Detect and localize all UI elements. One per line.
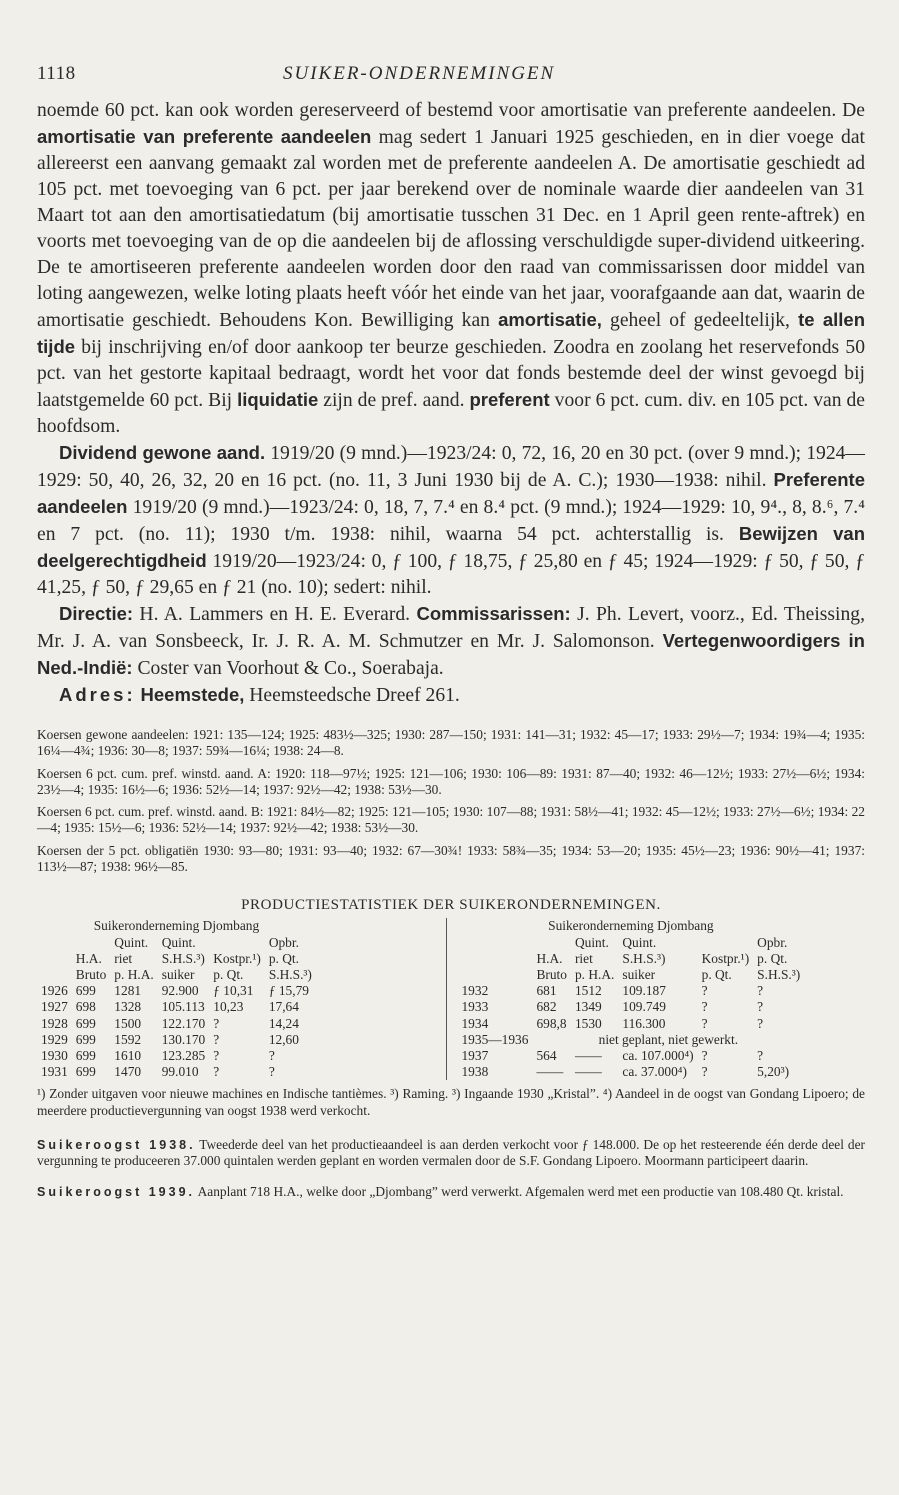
paragraph-address — [37, 682, 865, 709]
table-cell: —— — [574, 1064, 602, 1080]
text-run: Heemsteedsche Dreef 261. — [244, 685, 460, 706]
table-cell: 17,64 — [268, 999, 299, 1015]
table-footnotes — [37, 1086, 865, 1119]
harvest-text: Aanplant 718 H.A., welke door „Djombang” werd verwerkt. Afgemalen werd met een productie van 108.480 Qt. kristal. — [195, 1183, 844, 1199]
table-cell: 1935—1936 — [461, 1031, 529, 1047]
table-cell: 1927 — [41, 999, 68, 1015]
table-row — [457, 1048, 804, 1064]
bold-run: Vertegenwoordigers in Ned.-Indië: — [37, 630, 865, 678]
text-run: Coster van Voorhout & Co., Soerabaja. — [132, 658, 444, 679]
table-cell: 109.187 — [622, 983, 666, 999]
table-cell: 130.170 — [161, 1031, 206, 1047]
paragraph-amortisation — [37, 98, 865, 440]
harvest-1938 — [37, 1137, 865, 1170]
running-title: SUIKER-ONDERNEMINGEN — [283, 63, 556, 84]
harvest-notes — [37, 1137, 865, 1200]
table-cell: ? — [757, 1048, 764, 1063]
table-row — [37, 1048, 316, 1064]
table-cell: 1933 — [461, 999, 489, 1015]
bold-run: preferent — [469, 389, 550, 410]
table-cell: 1932 — [461, 983, 489, 999]
text-run: zijn de pref. aand. — [318, 390, 470, 411]
table-header-row: Bruto p. H.A. suiker p. Qt. S.H.S.³) — [536, 966, 801, 982]
table-cell: ? — [268, 1064, 275, 1080]
bold-run: Commissarissen: — [416, 603, 571, 624]
table-header-row: Quint. Quint. Opbr. — [574, 934, 788, 950]
price-quotations — [37, 727, 865, 875]
footnote-text: ¹) Zonder uitgaven voor nieuwe machines en Indische tantièmes. ³) Raming. ³) Ingaande 1930 „Kristal”. ⁴) Aandeel in de oogst van Gondang Lipoero; de meerdere productievergunning van oogst 1938 werd verkocht. — [37, 1086, 865, 1118]
table-cell: 1281 — [114, 983, 142, 999]
table-cell: ? — [757, 999, 764, 1015]
table-cell: 1512 — [574, 983, 602, 999]
table-row — [37, 1032, 316, 1048]
table-cell: 1592 — [114, 1031, 142, 1047]
table-header-row: H.A. riet S.H.S.³) Kostpr.¹) p. Qt. — [536, 950, 788, 966]
table-cell: 681 — [536, 983, 557, 999]
text-run: mag sedert 1 Januari 1925 geschieden, en in dier voege dat allereerst een aanvang gemaakt zal worden met de preferente aandeelen A. De amortisatie geschiedt ad 105 pct. met toevoeging van 6 pct. per jaar berekend over de nominale waarde dier aandeelen van 31 Maart tot aan den amortisatiedatum (bij amortisatie tusschen 31 Dec. en 1 April geen rente-aftrek) en voorts met toevoeging van de op die aandeelen bij de aflossing verschuldigde super-dividend uitkeering. De te amortiseeren preferente aandeelen worden door den raad van commissarissen door middel van loting aangewezen, welke loting plaats heeft vóór het einde van het jaar, voorafgaande aan dat, waarin de amortisatie geschiedt. Behoudens Kon. Bewilliging kan — [37, 127, 865, 331]
production-table-right — [447, 918, 865, 1080]
quote-ordinary-shares: Koersen gewone aandeelen: 1921: 135—124; 1925: 483½—325; 1930: 287—150; 1931: 141—31; 1932: 45—17; 1933: 29½—7; 1934: 19¾—4; 1935: 16¼—4¾; 1936: 30—8; 1937: 59¾—16¼; 1938: 24—8. — [37, 727, 865, 759]
table-row — [37, 1016, 316, 1032]
table-cell: 1931 — [41, 1064, 68, 1080]
bold-run: Heemstede, — [140, 684, 245, 705]
bold-run: liquidatie — [237, 389, 319, 410]
text-run: bij inschrijving en/of door aankoop ter beurze geschieden. Zoodra en zoolang het reservefonds 50 pct. van het gestorte kapitaal bedraagt, wordt het voor dat fonds bestemde deel der winst gevoegd bij laatstgemelde 60 pct. Bij — [37, 337, 865, 411]
table-cell: 1610 — [114, 1048, 142, 1063]
table-cell: 699 — [75, 1031, 96, 1047]
table-cell: 698,8 — [536, 1015, 567, 1031]
table-cell: 1328 — [114, 999, 142, 1015]
harvest-1939 — [37, 1184, 865, 1200]
production-title: PRODUCTIESTATISTIEK DER SUIKERONDERNEMINGEN. — [241, 897, 661, 914]
table-cell: ? — [701, 1048, 708, 1063]
table-cell: 1928 — [41, 1015, 68, 1031]
table-row — [457, 1032, 804, 1048]
table-row — [37, 983, 316, 999]
table-row — [37, 1064, 316, 1080]
table-cell: ? — [213, 1015, 220, 1031]
table-cell: 12,60 — [268, 1031, 299, 1047]
table-cell: 699 — [75, 1015, 96, 1031]
table-cell: 1500 — [114, 1015, 142, 1031]
table-cell: ca. 107.000⁴) — [622, 1048, 694, 1063]
text-run: noemde 60 pct. kan ook worden gereserveerd of bestemd voor amortisatie van preferente aandeelen. De — [37, 100, 865, 121]
table-cell: ? — [213, 1064, 220, 1080]
table-row — [457, 1064, 804, 1080]
text-run: 1919/20—1923/24: 0, ƒ 100, ƒ 18,75, ƒ 25,80 en ƒ 45; 1924—1929: ƒ 50, ƒ 50, ƒ 41,25, ƒ 50, ƒ 29,65 en ƒ 21 (no. 10); sedert: nihil. — [37, 551, 865, 598]
bold-run: Preferente aandeelen — [37, 469, 865, 517]
text-run: 1919/20 (9 mnd.)—1923/24: 0, 72, 16, 20 en 30 pct. (over 9 mnd.); 1924—1929: 50, 40, 26, 32, 20 en 16 pct. (no. 11, 3 Juni 1930 bij de A. C.); 1930—1938: nihil. — [37, 443, 866, 491]
main-text — [37, 98, 865, 709]
company-name: Suikeronderneming Djombang — [93, 918, 260, 934]
page — [37, 58, 865, 1214]
quote-bonds: Koersen der 5 pct. obligatiën 1930: 93—80; 1931: 93—40; 1932: 67—30¾! 1933: 58¾—35; 1934: 53—20; 1935: 45½—23; 1936: 90½—41; 1937: 113½—87; 1938: 96½—85. — [37, 842, 865, 875]
table-right — [457, 918, 804, 1080]
production-table-left — [37, 918, 447, 1080]
table-cell: 123.285 — [161, 1048, 206, 1063]
table-row — [37, 999, 316, 1015]
table-cell: ? — [213, 1048, 220, 1063]
table-cell: 1938 — [461, 1064, 489, 1080]
paragraph-dividend — [37, 440, 865, 601]
table-cell: ca. 37.000⁴) — [622, 1064, 687, 1080]
text-run: 1919/20 (9 mnd.)—1923/24: 0, 18, 7, 7.⁴ en 8.⁴ pct. (9 mnd.); 1924—1929: 10, 9⁴., 8, 8.⁶, 7.⁴ en 7 pct. (no. 11); 1930 t/m. 1938: nihil, waarna 54 pct. achterstallig is. — [37, 497, 865, 545]
table-cell: —— — [574, 1048, 602, 1063]
table-cell: 699 — [75, 1048, 96, 1063]
table-cell: ƒ 15,79 — [268, 983, 309, 999]
table-cell: 1470 — [114, 1064, 142, 1080]
page-number: 1118 — [37, 63, 76, 84]
harvest-label: Suikeroogst 1939. — [37, 1184, 195, 1199]
table-cell: 564 — [536, 1048, 557, 1063]
table-cell: ? — [701, 999, 708, 1015]
bold-run: te allen tijde — [37, 309, 866, 357]
table-cell: 122.170 — [161, 1015, 206, 1031]
table-cell: 1929 — [41, 1031, 68, 1047]
table-cell: ? — [701, 983, 708, 999]
table-cell: 92.900 — [161, 983, 199, 999]
table-cell: ? — [268, 1048, 275, 1063]
paragraph-management — [37, 601, 865, 682]
table-cell: ? — [757, 1015, 764, 1031]
table-cell: ƒ 10,31 — [213, 983, 254, 999]
bold-run: Adres: — [59, 684, 136, 705]
company-name: Suikeronderneming Djombang — [548, 918, 714, 934]
table-cell: ? — [757, 983, 764, 999]
table-cell: ? — [213, 1031, 220, 1047]
harvest-label: Suikeroogst 1938. — [37, 1138, 196, 1152]
table-cell: 105.113 — [161, 999, 205, 1015]
table-cell: 109.749 — [622, 999, 666, 1015]
table-row — [457, 1016, 804, 1032]
bold-run: amortisatie van preferente aandeelen — [37, 126, 372, 147]
table-cell: 1926 — [41, 983, 68, 999]
table-header-row: Quint. Quint. Opbr. — [114, 934, 299, 950]
bold-run: Directie: — [59, 603, 134, 624]
table-cell: 1934 — [461, 1015, 489, 1031]
table-cell: 699 — [75, 983, 96, 999]
table-cell: 14,24 — [268, 1015, 299, 1031]
running-header — [37, 58, 865, 88]
table-cell: niet geplant, niet gewerkt. — [598, 1031, 739, 1047]
table-cell: ? — [701, 1015, 708, 1031]
table-left-body — [37, 983, 316, 1080]
table-cell: 99.010 — [161, 1064, 199, 1080]
table-left — [37, 918, 316, 1080]
text-run: H. A. Lammers en H. E. Everard. — [133, 604, 417, 625]
table-cell: 116.300 — [622, 1015, 666, 1031]
harvest-text: Tweederde deel van het productieaandeel is aan derden verkocht voor ƒ 148.000. De op het resteerende één derde deel der vergunning te produceeren 37.000 quintalen werden geplant en worden vermalen door de S.F. Gondang Lipoero. Moormann participeert daarin. — [37, 1137, 865, 1169]
bold-run: amortisatie, — [498, 309, 602, 330]
table-cell: 682 — [536, 999, 557, 1015]
quote-pref-a: Koersen 6 pct. cum. pref. winstd. aand. A: 1920: 118—97½; 1925: 121—106; 1930: 106—89: 1931: 87—40; 1932: 46—12½; 1933: 27½—6½; 1934: 23½—4; 1935: 16½—6; 1936: 52½—14; 1937: 92½—42; 1938: 53½—30. — [37, 765, 865, 797]
table-header-row: Bruto p. H.A. suiker p. Qt. S.H.S.³) — [75, 966, 312, 982]
table-cell: 1937 — [461, 1048, 489, 1063]
table-cell: 698 — [75, 999, 96, 1015]
table-row — [457, 999, 804, 1015]
text-run: J. Ph. Levert, voorz., Ed. Theissing, Mr. J. A. van Sonsbeeck, Ir. J. R. A. M. Schmutzer en Mr. J. Salomonson. — [37, 604, 865, 652]
table-cell: ? — [701, 1064, 708, 1080]
table-cell: 699 — [75, 1064, 96, 1080]
text-run: voor 6 pct. cum. div. en 105 pct. van de hoofdsom. — [37, 390, 865, 437]
table-cell: 10,23 — [213, 999, 244, 1015]
quote-pref-b: Koersen 6 pct. cum. pref. winstd. aand. B: 1921: 84½—82; 1925: 121—105; 1930: 107—88; 1931: 58½—41; 1932: 45—12½; 1933: 27½—6½; 1934: 22—4; 1935: 15½—6; 1936: 52½—14; 1937: 92½—42; 1938: 53½—30. — [37, 804, 865, 836]
table-cell: 5,20³) — [757, 1064, 790, 1080]
table-cell: 1930 — [41, 1048, 68, 1063]
table-right-body — [457, 983, 804, 1080]
bold-run: Bewijzen van deelgerechtigdheid — [37, 523, 865, 571]
table-cell: 1349 — [574, 999, 602, 1015]
table-row — [457, 983, 804, 999]
table-cell: —— — [536, 1064, 564, 1080]
table-header-row: H.A. riet S.H.S.³) Kostpr.¹) p. Qt. — [75, 950, 299, 966]
bold-run: Dividend gewone aand. — [59, 442, 266, 463]
production-tables — [37, 918, 865, 1080]
text-run: geheel of gedeeltelijk, — [601, 310, 799, 331]
table-cell: 1530 — [574, 1015, 602, 1031]
